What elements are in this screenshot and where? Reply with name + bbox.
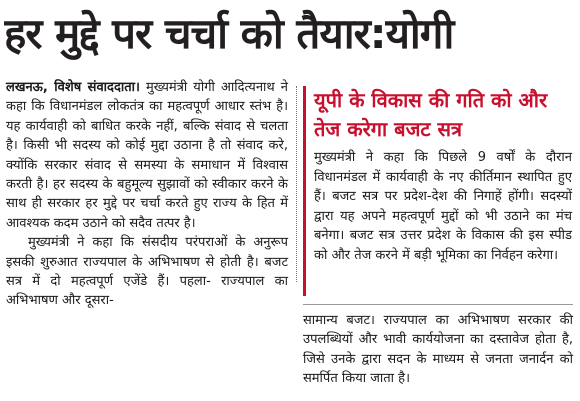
article-left-column: [6, 78, 288, 311]
column-divider: [296, 86, 297, 282]
highlight-box: [303, 86, 572, 296]
article-paragraph-2: मुख्यमंत्री ने कहा कि संसदीय परंपराओं के अनुरूप इसकी शुरुआत राज्यपाल के अभिभाषण से होती है। बजट सत्र में दो महत्वपूर्ण एजेंडे हैं। पहला- राज्यपाल का अभिभाषण और दूसरा-: [6, 235, 288, 309]
highlight-box-title: यूपी के विकास की गति को और तेज करेगा बजट सत्र: [314, 88, 548, 141]
paragraph-1-text: मुख्यमंत्री योगी आदित्यनाथ ने कहा कि विधानमंडल लोकतंत्र का महत्वपूर्ण आधार स्तंभ है। यह कार्यवाही को बाधित करके नहीं, बल्कि संवाद से चलता है। किसी भी सदस्य को कोई मुद्दा उठाना है तो संवाद करे, क्योंकि सरकार संवाद से समस्या के समाधान में विश्वास करती है। हर सदस्य के बहुमूल्य सुझावों को स्वीकार करने के साथ ही सरकार हर मुद्दे पर चर्चा करते हुए राज्य के हित में आवश्यक कदम उठाने को सदैव तत्पर है।: [6, 80, 288, 231]
continuation-paragraph: सामान्य बजट। राज्यपाल का अभिभाषण सरकार की उपलब्धियों और भावी कार्ययोजना का दस्तावेज होता है, जिसे उनके द्वारा सदन के माध्यम से जनता जनार्दन को समर्पित किया जाता है।: [303, 313, 573, 387]
article-paragraph-1: [6, 78, 288, 233]
headline: हर मुद्दे पर चर्चा को तैयार:योगी: [4, 9, 454, 58]
box-bottom-rule: [303, 304, 573, 305]
highlight-box-body: मुख्यमंत्री ने कहा कि पिछले 9 वर्षों के दौरान विधानमंडल में कार्यवाही के नए कीर्तिमान स्थापित हुए हैं। बजट सत्र पर प्रदेश-देश की निगाहें होंगी। सदस्यों द्वारा यह अपने महत्वपूर्ण मुद्दों को भी उठाने का मंच बनेगा। बजट सत्र उत्तर प्रदेश के विकास की इस स्पीड को और तेज करने में बड़ी भूमिका का निर्वहन करेगा।: [314, 150, 572, 263]
article-right-continuation: [303, 311, 573, 389]
dateline: लखनऊ, विशेष संवाददाता।: [6, 80, 140, 95]
